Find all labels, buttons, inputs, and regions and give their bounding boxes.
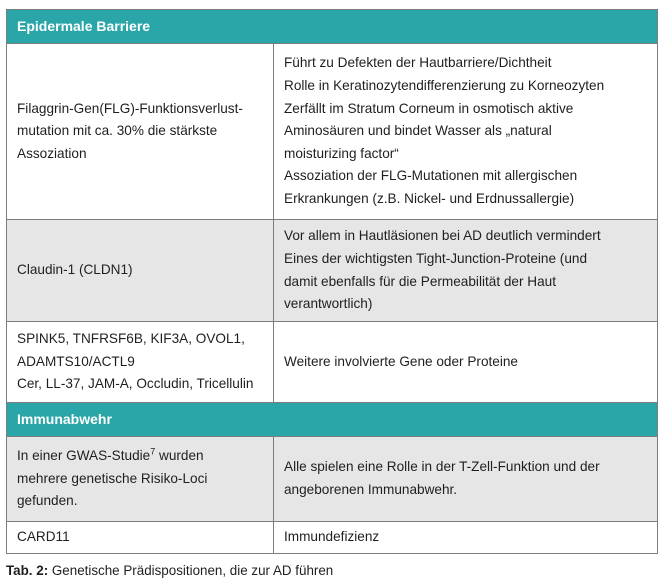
caption-text: Genetische Prädispositionen, die zur AD führen [48, 563, 334, 578]
caption-label: Tab. 2: [6, 563, 49, 578]
text-line: Weitere involvierte Gene oder Proteine [284, 353, 518, 369]
text-line: Aminosäuren und bindet Wasser als „natural [284, 123, 552, 139]
text-line: mutation mit ca. 30% die stärkste [17, 123, 218, 139]
text-line [17, 445, 273, 468]
text-line: Zerfällt im Stratum Corneum in osmotisch aktive [284, 100, 574, 116]
text-line: gefunden. [17, 493, 78, 509]
text-line: Immundefizienz [284, 529, 380, 545]
footnote-ref: 7 [150, 446, 156, 457]
text-line: mehrere genetische Risiko-Loci [17, 470, 208, 486]
genetics-table [6, 9, 658, 554]
text-line: Claudin-1 (CLDN1) [17, 262, 133, 278]
text-line: Eines der wichtigsten Tight-Junction-Proteine (und [284, 250, 587, 266]
description-cell [274, 322, 658, 403]
text-fragment: wurden [155, 448, 204, 464]
text-line: Alle spielen eine Rolle in der T-Zell-Funktion und der [284, 459, 600, 475]
section-header-epidermal-barrier [7, 10, 658, 44]
table-caption [6, 563, 333, 578]
table-row [7, 322, 658, 403]
text-line: Erkrankungen (z.B. Nickel- und Erdnussallergie) [284, 190, 575, 206]
text-line: Cer, LL-37, JAM-A, Occludin, Tricellulin [17, 376, 254, 392]
description-cell [274, 522, 658, 554]
text-line: SPINK5, TNFRSF6B, KIF3A, OVOL1, [17, 331, 245, 347]
section-title: Epidermale Barriere [7, 10, 658, 44]
table-row [7, 437, 658, 522]
section-header-immune-defense [7, 403, 658, 437]
text-line: ADAMTS10/ACTL9 [17, 353, 135, 369]
description-cell [274, 437, 658, 522]
table-row [7, 220, 658, 322]
table-row [7, 522, 658, 554]
text-line: Assoziation [17, 145, 87, 161]
gene-cell [7, 522, 274, 554]
text-line: verantwortlich) [284, 296, 373, 312]
gene-cell [7, 220, 274, 322]
section-title: Immunabwehr [7, 403, 658, 437]
text-line: Assoziation der FLG-Mutationen mit allergischen [284, 168, 578, 184]
text-line: angeborenen Immunabwehr. [284, 482, 458, 497]
text-line: damit ebenfalls für die Permeabilität der Haut [284, 273, 557, 289]
text-line: Vor allem in Hautläsionen bei AD deutlich vermindert [284, 228, 601, 244]
description-cell [274, 44, 658, 220]
text-fragment: In einer GWAS-Studie [17, 448, 151, 464]
gene-cell [7, 322, 274, 403]
text-line: Filaggrin-Gen(FLG)-Funktionsverlust- [17, 100, 243, 116]
text-line: Führt zu Defekten der Hautbarriere/Dichtheit [284, 55, 552, 71]
gene-cell [7, 44, 274, 220]
text-line: moisturizing factor“ [284, 145, 399, 161]
text-line: CARD11 [17, 529, 70, 545]
table-row [7, 44, 658, 220]
gene-cell [7, 437, 274, 522]
text-line: Rolle in Keratinozytendifferenzierung zu Korneozyten [284, 78, 605, 94]
description-cell [274, 220, 658, 322]
